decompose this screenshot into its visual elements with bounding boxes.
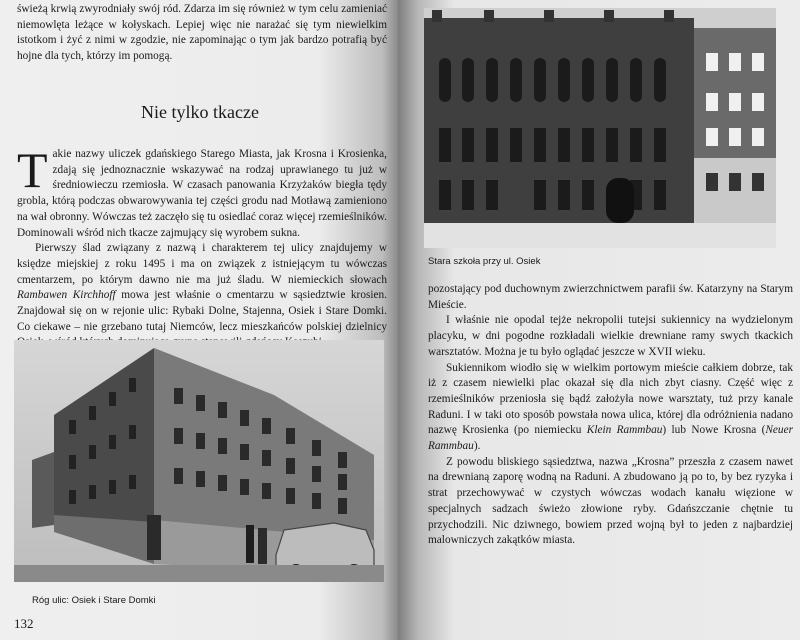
corner-street-photo (14, 340, 384, 582)
paragraph-1 (17, 142, 387, 241)
paragraph-2-end: mowa jest właśnie o cmentarzu w sąsiedztwie krosien. Znajdował się on w rejonie ulic: Rybaki Dolne, Stajenna, Osiek i Stare Domki. Co ciekawe – nie grzebano tutaj Niemców, lecz mieszkańców polskiej dzielnicy (17, 289, 387, 333)
drop-cap: T (17, 142, 48, 198)
paragraph-3-italic-2: Neuer Rammbau (428, 424, 793, 453)
paragraph-2-italic: Rambawen Kirchhoff (17, 289, 116, 302)
paragraph-3-mid: ) lub Nowe Krosna ( (662, 424, 766, 437)
paragraph-3-end: ). (473, 440, 481, 453)
paragraph-1: pozostający pod duchownym zwierzchnictwem parafii św. Katarzyny na Starym Mieście. (428, 283, 793, 311)
left-body-text (17, 142, 387, 351)
right-body-text (428, 282, 793, 549)
paragraph-3 (428, 361, 793, 455)
photo-caption-right: Stara szkoła przy ul. Osiek (428, 256, 541, 267)
old-school-photo (424, 8, 776, 248)
paragraph-3-start: Sukiennikom wiodło się w wielkim portowym mieście całkiem dobrze, tak iż z czasem niewielki plac okazał się dla nich zbyt ciasny. Część więc z rzemieślników przeniosła się bądź założyła nowe warsztaty, tuż przy kanale Raduni. I w taki oto sposób powstała nowa ulica, której dla odróżnienia nadano nazwę Krosienka (po niemiecku (428, 361, 793, 437)
paragraph-2: I właśnie nie opodal tejże nekropolii tutejsi sukiennicy na wydzielonym placyku, w dni pogodne rozkładali wielkie drewniane ramy swych tkackich warsztatów. Można je tu było oglądać jeszcze w XVII wieku. (428, 314, 793, 358)
paragraph-2-start: Pierwszy ślad związany z nazwą i charakterem tej ulicy znajdujemy w księdze miejskiej z roku 1495 i ma on związek z istniejącym tu wówczas cmentarzem, po którym dawno nie ma już śladu. W niemieckich słowach (17, 242, 387, 286)
paragraph-3-italic-1: Klein Rammbau (586, 424, 663, 437)
photo-caption-left: Róg ulic: Osiek i Stare Domki (32, 595, 156, 606)
paragraph-1-text: akie nazwy uliczek gdańskiego Starego Miasta, jak Krosna i Krosienka, zdają się jednoznacznie wskazywać na rodzaj uprawianego tu już w średniowieczu rzemiosła. W czasach panowania Krzyżaków biegła tędy grobla, którą podczas obwarowywania tej części grodu nad Motławą zamieniono na wał obronny. Wówczas też zaczęło się tu osiedlać coraz więcej rzemieślników. Dominowali wśród nich tkacze zajmujący się wyrobem sukna. (17, 148, 387, 239)
left-page (0, 0, 398, 640)
intro-paragraph: świeżą krwią zwyrodniały swój ród. Zdarza im się również w tym celu zamieniać niemowlęta leżące w kołyskach. Lepiej więc nie narażać się tym niewielkim istotkom i żyć z nimi w zgodzie, nie zapominając o tym jak bardzo potrafią być hojne dla tych, którzy im pomogą. (17, 3, 387, 63)
page-number: 132 (14, 616, 34, 631)
paragraph-2 (17, 241, 387, 351)
right-page (398, 0, 800, 640)
section-title: Nie tylko tkacze (141, 102, 259, 122)
paragraph-4: Z powodu bliskiego sąsiedztwa, nazwa „Krosna” przeszła z czasem nawet na drewnianą zaporę wodną na Raduni. A zbudowano ją po to, by bez ryzyka i strat przechowywać w czystych wówczas wodach kanału więzione w specjalnych sadzach świeżo złowione ryby. Gdańszczanie chętnie tu przychodzili. Nic dziwnego, bowiem przed wojną był to jeden z najbardziej malowniczych zakątków miasta. (428, 455, 793, 547)
